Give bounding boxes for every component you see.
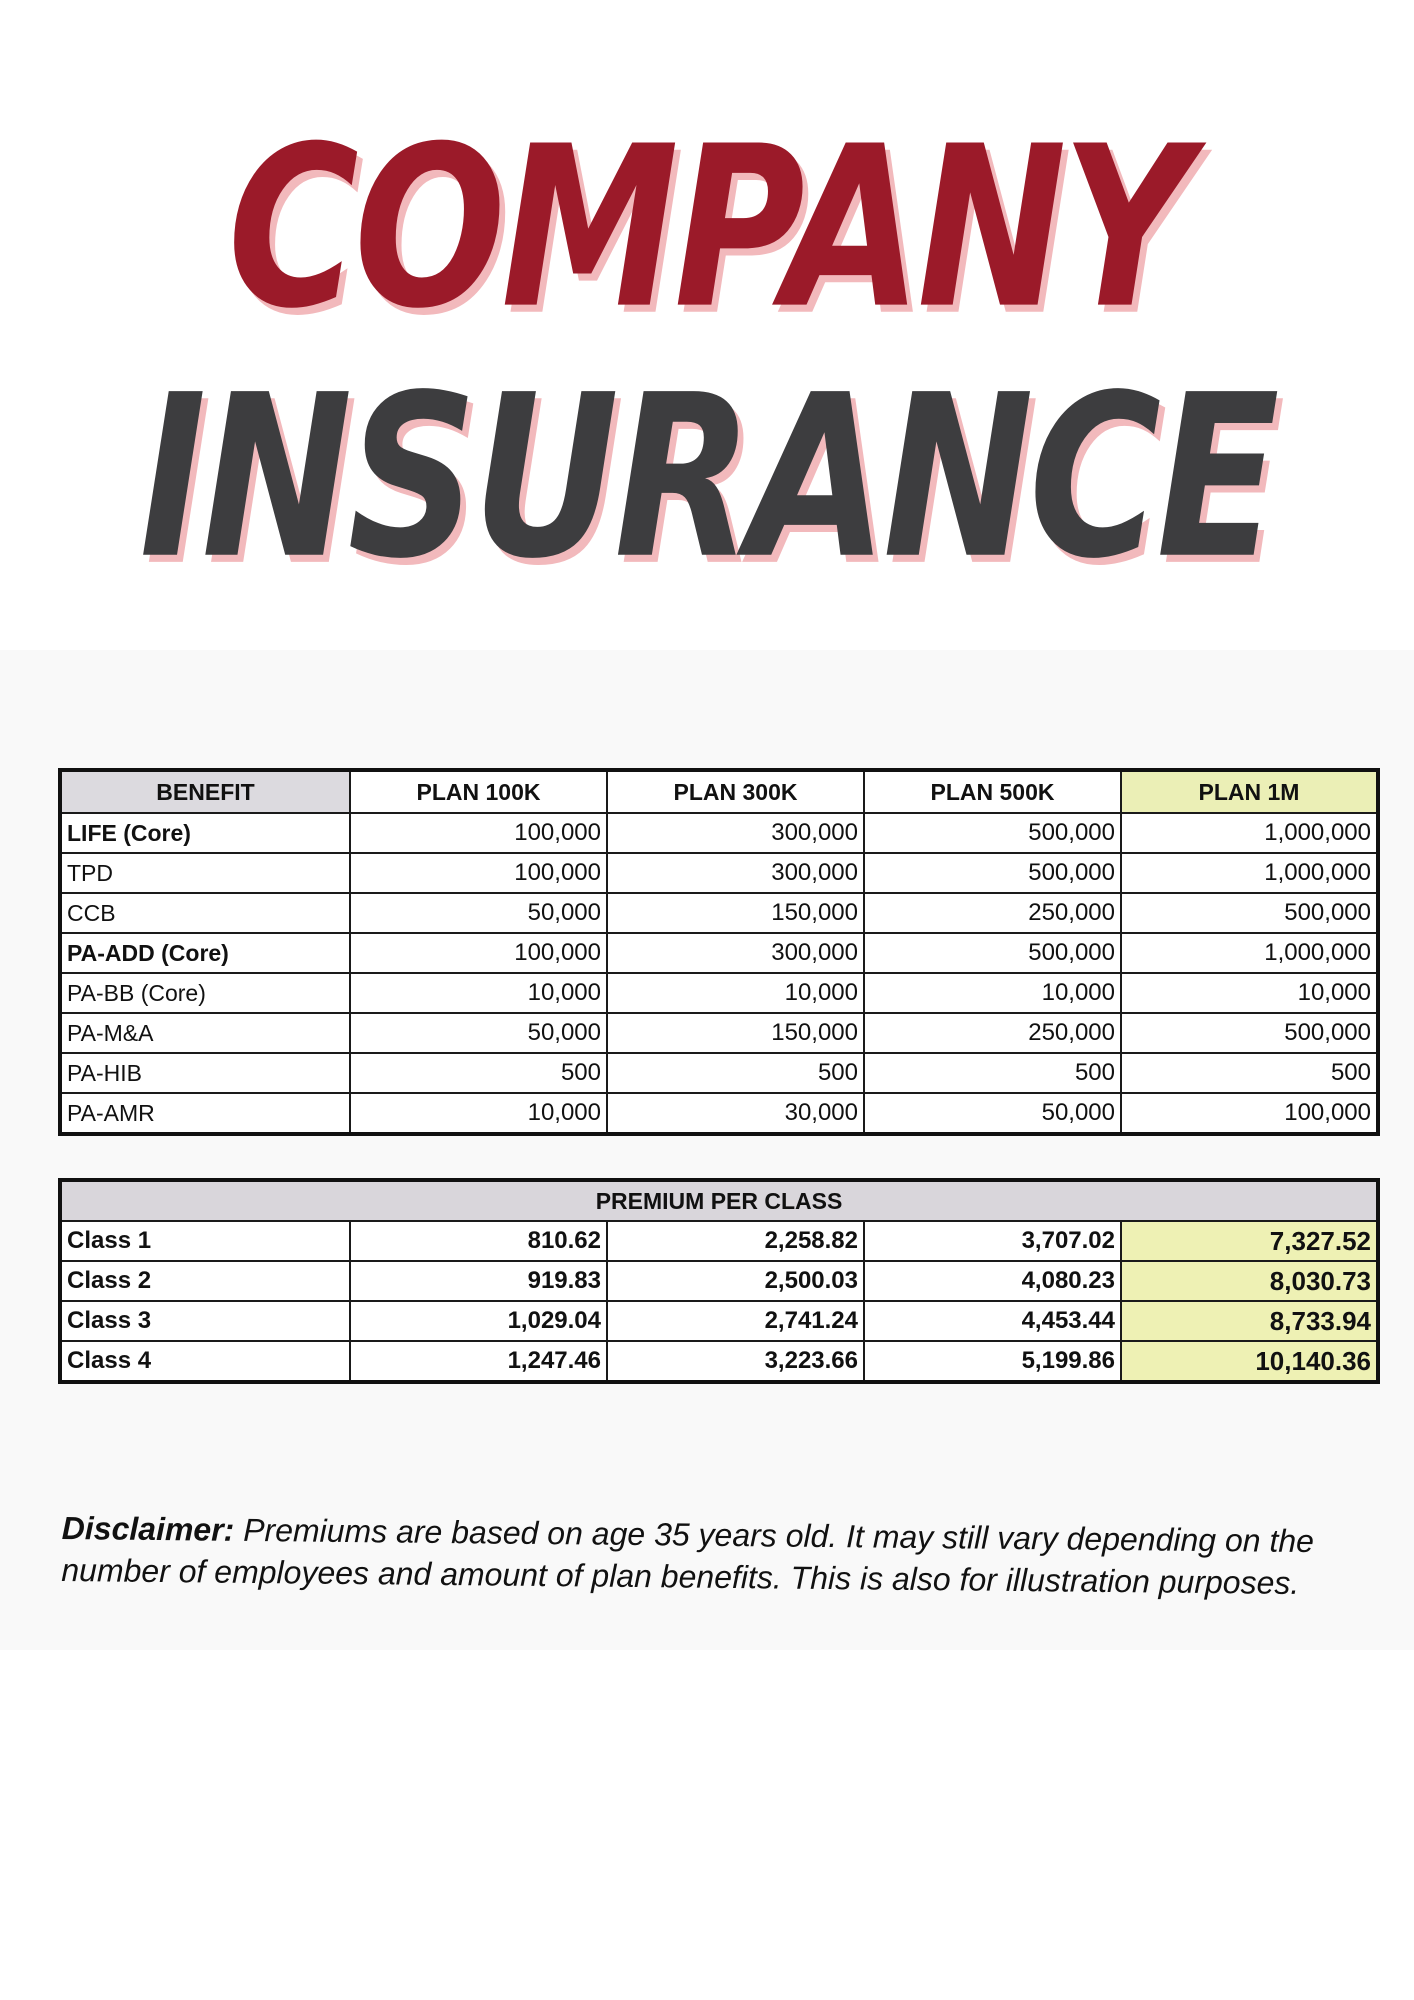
table-cell: 1,029.04 xyxy=(350,1301,607,1341)
table-row xyxy=(60,853,1378,893)
table-cell: 500,000 xyxy=(1121,893,1378,933)
table-row xyxy=(60,813,1378,853)
table-cell: 500,000 xyxy=(864,813,1121,853)
table-cell-highlight: 8,030.73 xyxy=(1121,1261,1378,1301)
table-cell: 4,080.23 xyxy=(864,1261,1121,1301)
table-cell: 500 xyxy=(1121,1053,1378,1093)
benefit-label: TPD xyxy=(60,853,350,893)
table-cell: 500 xyxy=(864,1053,1121,1093)
header-plan-300k: PLAN 300K xyxy=(607,770,864,813)
table-cell: 300,000 xyxy=(607,933,864,973)
header-benefit: BENEFIT xyxy=(60,770,350,813)
class-label: Class 2 xyxy=(60,1261,350,1301)
table-row xyxy=(60,1013,1378,1053)
table-cell: 50,000 xyxy=(350,893,607,933)
table-cell: 100,000 xyxy=(350,933,607,973)
table-row xyxy=(60,1053,1378,1093)
table-cell: 2,258.82 xyxy=(607,1221,864,1261)
benefit-label: PA-AMR xyxy=(60,1093,350,1134)
table-cell: 100,000 xyxy=(350,853,607,893)
table-cell: 5,199.86 xyxy=(864,1341,1121,1382)
header-plan-500k: PLAN 500K xyxy=(864,770,1121,813)
benefits-table xyxy=(58,768,1380,1136)
class-label: Class 4 xyxy=(60,1341,350,1382)
table-row xyxy=(60,893,1378,933)
header-plan-1m: PLAN 1M xyxy=(1121,770,1378,813)
disclaimer-text: Premiums are based on age 35 years old. It may still vary depending on the number of employees and amount of plan benefits. This is also for illustration purposes. xyxy=(61,1511,1315,1601)
table-cell: 500 xyxy=(350,1053,607,1093)
benefit-label: PA-ADD (Core) xyxy=(60,933,350,973)
table-cell: 3,707.02 xyxy=(864,1221,1121,1261)
table-cell: 250,000 xyxy=(864,893,1121,933)
benefit-label: LIFE (Core) xyxy=(60,813,350,853)
premium-table xyxy=(58,1178,1380,1384)
table-cell-highlight: 7,327.52 xyxy=(1121,1221,1378,1261)
header-plan-100k: PLAN 100K xyxy=(350,770,607,813)
class-label: Class 1 xyxy=(60,1221,350,1261)
benefit-label: PA-BB (Core) xyxy=(60,973,350,1013)
table-cell: 300,000 xyxy=(607,853,864,893)
table-cell: 300,000 xyxy=(607,813,864,853)
table-cell: 500 xyxy=(607,1053,864,1093)
table-cell: 250,000 xyxy=(864,1013,1121,1053)
table-cell: 150,000 xyxy=(607,1013,864,1053)
table-cell: 3,223.66 xyxy=(607,1341,864,1382)
table-cell: 500,000 xyxy=(1121,1013,1378,1053)
table-cell: 2,500.03 xyxy=(607,1261,864,1301)
table-cell: 30,000 xyxy=(607,1093,864,1134)
table-cell: 500,000 xyxy=(864,853,1121,893)
table-row xyxy=(60,933,1378,973)
table-cell: 1,000,000 xyxy=(1121,933,1378,973)
table-cell: 10,000 xyxy=(350,973,607,1013)
premium-per-class-header: PREMIUM PER CLASS xyxy=(60,1180,1378,1221)
premium-header-row xyxy=(60,1180,1378,1221)
table-row xyxy=(60,973,1378,1013)
table-cell: 150,000 xyxy=(607,893,864,933)
disclaimer-label: Disclaimer: xyxy=(61,1509,235,1548)
table-cell: 10,000 xyxy=(350,1093,607,1134)
table-cell: 1,000,000 xyxy=(1121,813,1378,853)
table-cell: 100,000 xyxy=(1121,1093,1378,1134)
table-cell: 50,000 xyxy=(864,1093,1121,1134)
class-label: Class 3 xyxy=(60,1301,350,1341)
table-row xyxy=(60,1341,1378,1382)
table-cell-highlight: 10,140.36 xyxy=(1121,1341,1378,1382)
table-cell: 10,000 xyxy=(864,973,1121,1013)
table-cell: 10,000 xyxy=(1121,973,1378,1013)
table-cell: 500,000 xyxy=(864,933,1121,973)
table-cell: 919.83 xyxy=(350,1261,607,1301)
benefits-header-row xyxy=(60,770,1378,813)
table-cell: 1,247.46 xyxy=(350,1341,607,1382)
table-cell: 2,741.24 xyxy=(607,1301,864,1341)
title-insurance: INSURANCE xyxy=(139,346,1275,608)
table-cell: 100,000 xyxy=(350,813,607,853)
table-cell: 1,000,000 xyxy=(1121,853,1378,893)
benefit-label: PA-HIB xyxy=(60,1053,350,1093)
table-row xyxy=(60,1093,1378,1134)
table-cell: 10,000 xyxy=(607,973,864,1013)
benefit-label: PA-M&A xyxy=(60,1013,350,1053)
table-cell: 4,453.44 xyxy=(864,1301,1121,1341)
table-row xyxy=(60,1261,1378,1301)
disclaimer xyxy=(61,1507,1382,1605)
table-cell: 810.62 xyxy=(350,1221,607,1261)
title-company: COMPANY xyxy=(227,99,1187,358)
table-row xyxy=(60,1221,1378,1261)
benefit-label: CCB xyxy=(60,893,350,933)
table-row xyxy=(60,1301,1378,1341)
table-cell-highlight: 8,733.94 xyxy=(1121,1301,1378,1341)
table-cell: 50,000 xyxy=(350,1013,607,1053)
